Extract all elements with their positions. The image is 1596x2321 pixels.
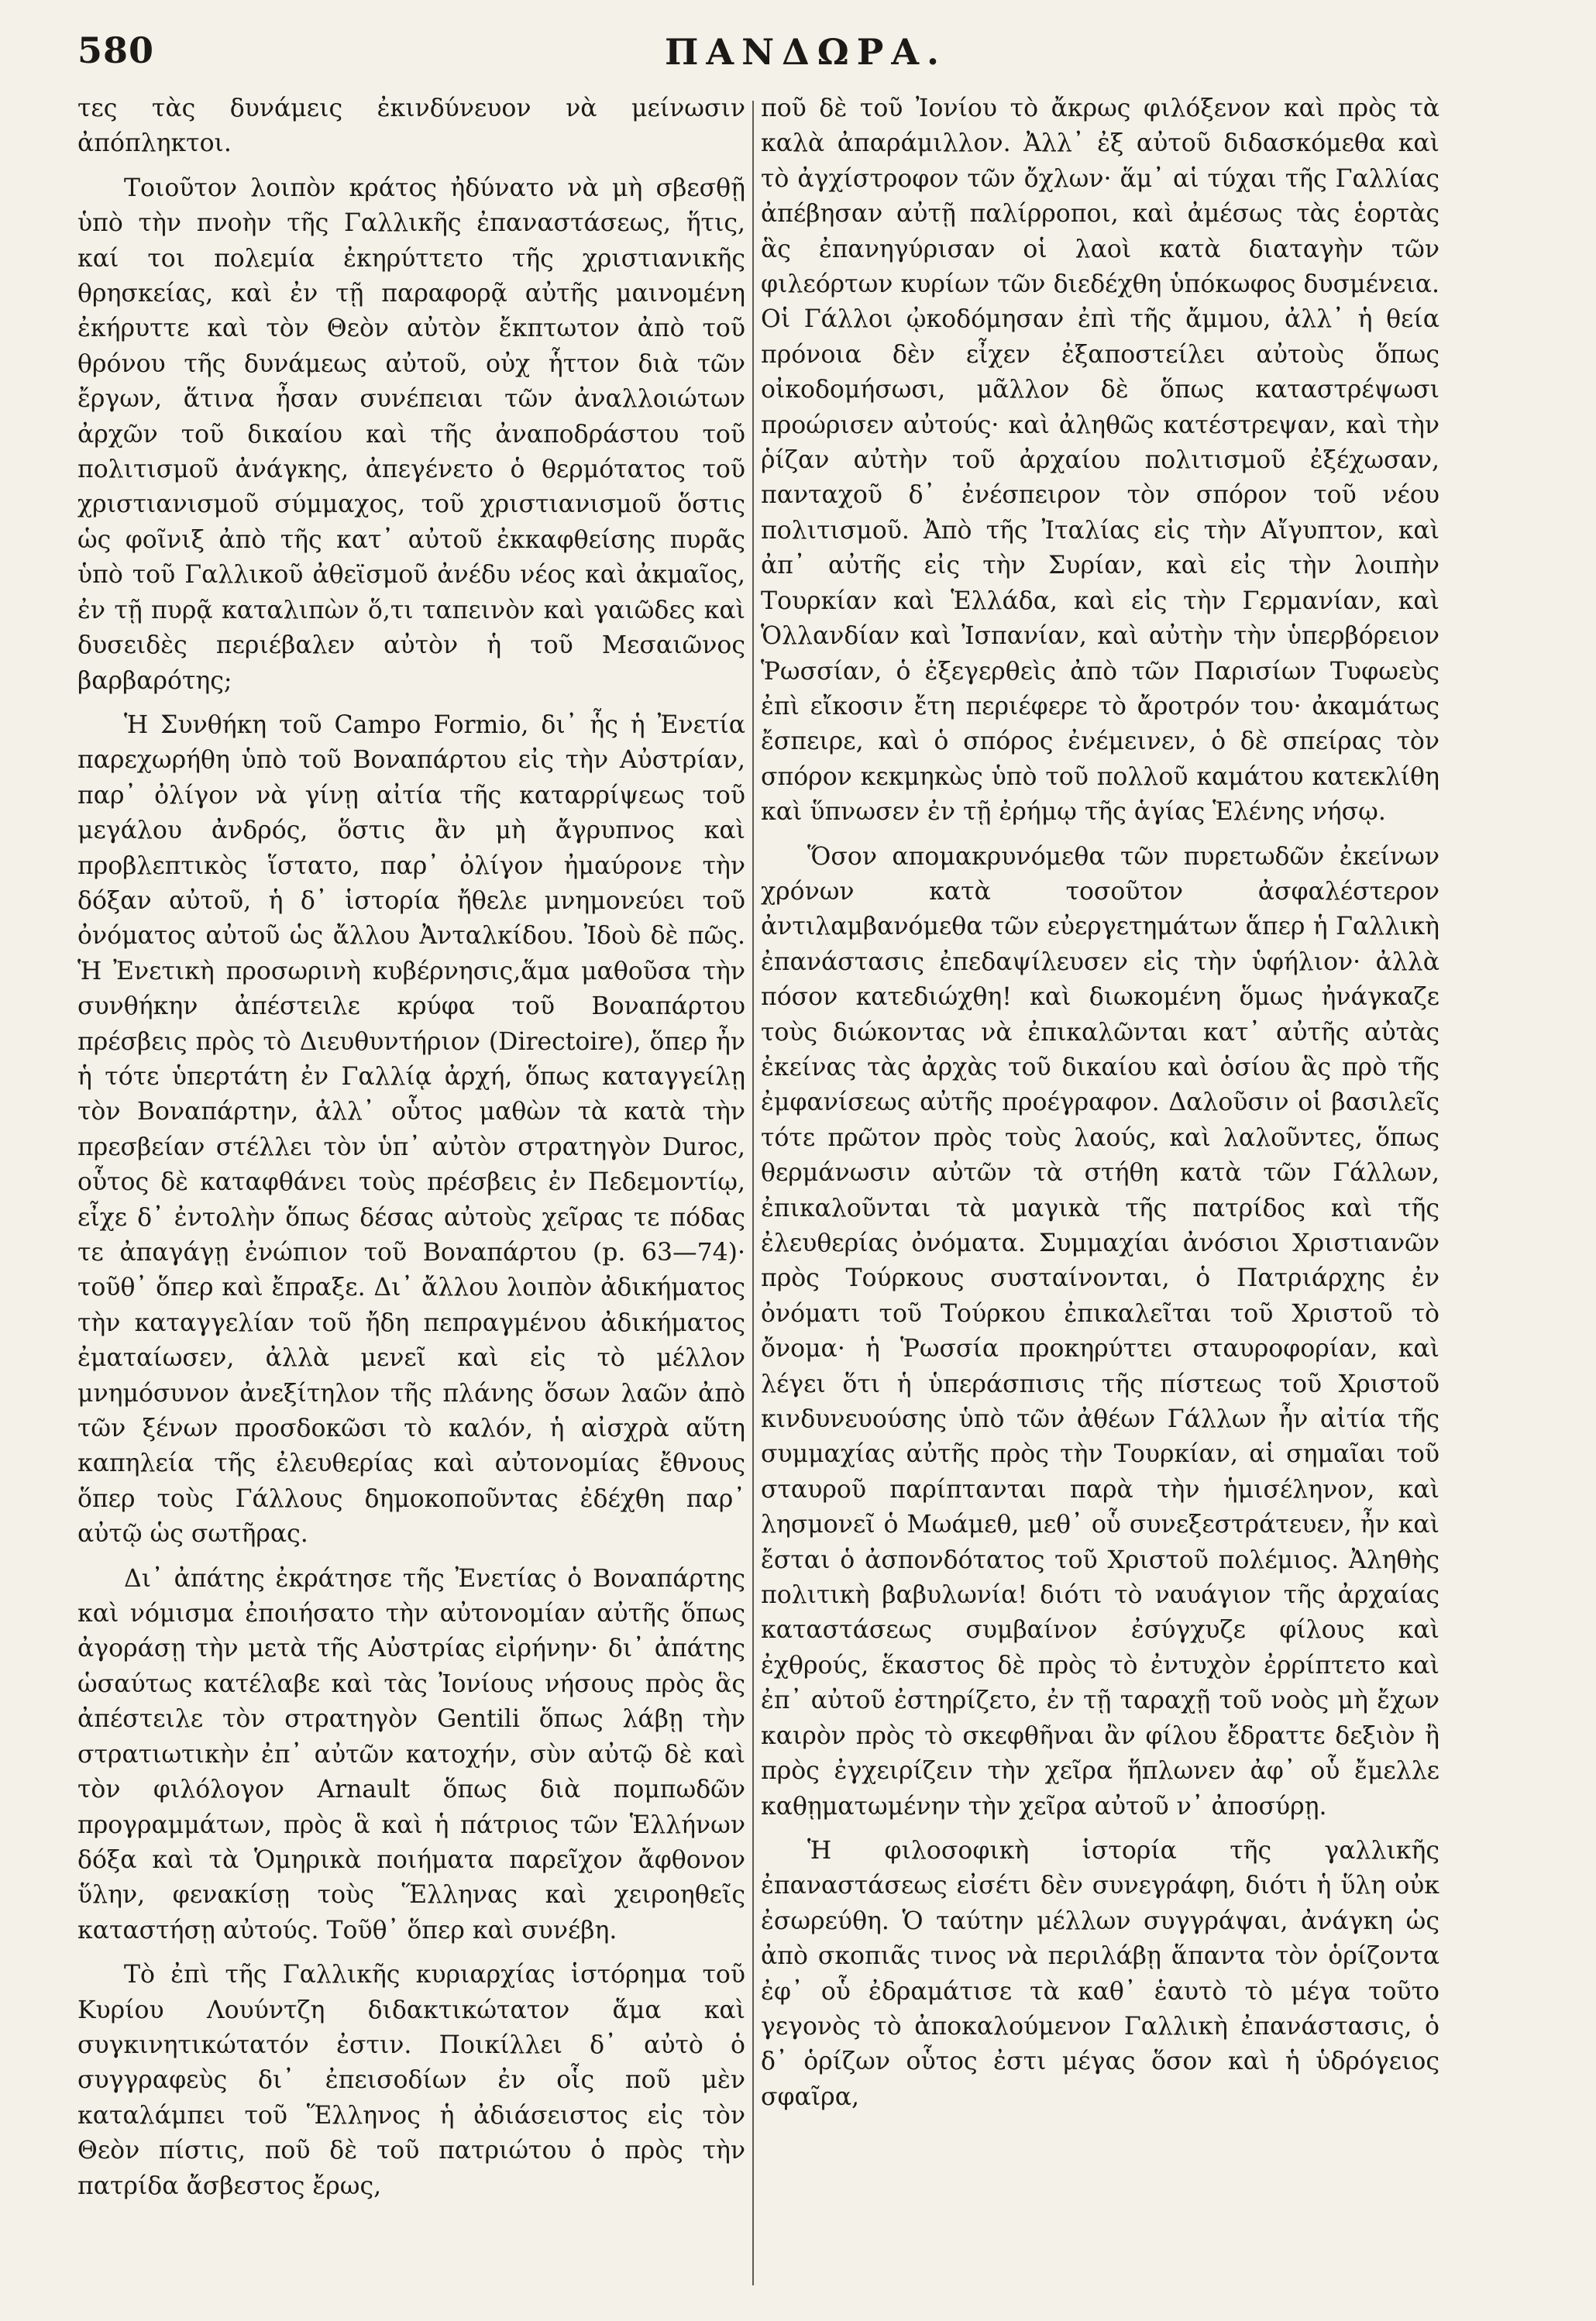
running-head: ΠΑΝΔΩΡΑ. <box>664 31 948 73</box>
left-paragraph-5: Τὸ ἐπὶ τῆς Γαλλικῆς κυριαρχίας ἱστόρημα τοῦ Κυρίου Λουύντζη διδακτικώτατον ἅμα καὶ συγκινητικώτατόν ἐστιν. Ποικίλλει δ᾽ αὐτὸ ὁ συγγραφεὺς δι᾽ ἐπεισοδίων ἐν οἷς ποῦ μὲν καταλάμπει τοῦ Ἕλληνος ἡ ἀδιάσειστος εἰς τὸν Θεὸν πίστις, ποῦ δὲ τοῦ πατριώτου ὁ πρὸς τὴν πατρίδα ἄσβεστος ἔρως, <box>77 1961 745 2200</box>
left-paragraph-4: Δι᾽ ἀπάτης ἐκράτησε τῆς Ἐνετίας ὁ Βοναπάρτης καὶ νόμισμα ἐποιήσατο τὴν αὐτονομίαν αὐτῆς ὅπως ἀγοράσῃ τὴν μετὰ τῆς Αὐστρίας εἰρήνην· δι᾽ ἀπάτης ὡσαύτως κατέλαβε καὶ τὰς Ἰονίους νήσους πρὸς ἃς ἀπέστειλε τὸν στρατηγὸν Gentili ὅπως λάβῃ τὴν στρατιωτικὴν ἐπ᾽ αὐτῶν κατοχήν, σὺν αὐτῷ δὲ καὶ τὸν φιλόλογον Arnault ὅπως διὰ πομπωδῶν προγραμμάτων, πρὸς ἃ καὶ ἡ πάτριος τῶν Ἑλλήνων δόξα καὶ τὰ Ὁμηρικὰ ποιήματα παρεῖχον ἄφθονον ὕλην, φενακίσῃ τοὺς Ἕλληνας καὶ χειροηθεῖς καταστήσῃ αὐτούς. Τοῦθ᾽ ὅπερ καὶ συνέβη. <box>77 1564 745 1944</box>
right-column <box>761 91 1439 2292</box>
right-paragraph-2: Ὅσον απομακρυνόμεθα τῶν πυρετωδῶν ἐκείνων χρόνων κατὰ τοσοῦτον ἀσφαλέστερον ἀντιλαμβανόμεθα τῶν εὐεργετημάτων ἅπερ ἡ Γαλλικὴ ἐπανάστασις ἐπεδαψίλευσεν εἰς τὴν ὑφήλιον· ἀλλὰ πόσον κατεδιώχθη! καὶ διωκομένη ὅμως ἠνάγκαζε τοὺς διώκοντας νὰ ἐπικαλῶνται κατ᾽ αὐτῆς αὐτὰς ἐκείνας τὰς ἀρχὰς τοῦ δικαίου καὶ ὁσίου ἃς πρὸ τῆς ἐμφανίσεως αὐτῆς προέγραφον. Δαλοῦσιν οἱ βασιλεῖς τότε πρῶτον πρὸς τοὺς λαούς, καὶ λαλοῦντες, ὅπως θερμάνωσιν αὐτῶν τὰ στήθη κατὰ τῶν Γάλλων, ἐπικαλοῦνται τὰ μαγικὰ τῆς πατρίδος καὶ τῆς ἐλευθερίας ὀνόματα. Συμμαχίαι ἀνόσιοι Χριστιανῶν πρὸς Τούρκους συσταίνονται, ὁ Πατριάρχης ἐν ὀνόματι τοῦ Τούρκου ἐπικαλεῖται τοῦ Χριστοῦ τὸ ὄνομα· ἡ Ῥωσσία προκηρύττει σταυροφορίαν, καὶ λέγει ὅτι ἡ ὑπεράσπισις τῆς πίστεως τοῦ Χριστοῦ κινδυνευούσης ὑπὸ τῶν ἀθέων Γάλλων ἦν αἰτία τῆς συμμαχίας αὐτῆς πρὸς τὴν Τουρκίαν, αἱ σημαῖαι τοῦ σταυροῦ παρίπτανται παρὰ τὴν ἡμισέληνον, καὶ λησμονεῖ ὁ Μωάμεθ, μεθ᾽ οὗ συνεξεστράτευεν, ἦν καὶ ἔσται ὁ ἀσπονδότατος τοῦ Χριστοῦ πολέμιος. Ἀληθὴς πολιτικὴ βαβυλωνία! διότι τὸ ναυάγιον τῆς ἀρχαίας καταστάσεως συμβαίνον ἐσύγχυζε φίλους καὶ ἐχθρούς, ἕκαστος δὲ πρὸς τὸ ἐντυχὸν ἐρρίπτετο καὶ ἐπ᾽ αὐτοῦ ἐστηρίζετο, ἐν τῇ ταραχῇ τοῦ νοὸς μὴ ἔχων καιρὸν πρὸς τὸ σκεφθῆναι ἂν φίλου ἔδραττε δεξιὸν ἢ πρὸς ἐγχειρίζειν τὴν χεῖρα ἥπλωνεν ἀφ᾽ οὗ ἔμελλε καθῃματωμένην τὴν χεῖρα αὐτοῦ ν᾽ ἀποσύρῃ. <box>761 842 1439 1821</box>
left-paragraph-1: τες τὰς δυνάμεις ἐκινδύνευον νὰ μείνωσιν ἀπόπληκτοι. <box>77 95 745 158</box>
column-divider <box>752 101 754 2285</box>
right-paragraph-3: Ἡ φιλοσοφικὴ ἱστορία τῆς γαλλικῆς ἐπαναστάσεως εἰσέτι δὲν συνεγράφη, διότι ἡ ὕλη οὐκ ἐσωρεύθη. Ὁ ταύτην μέλλων συγγράψαι, ἀνάγκη ὡς ἀπὸ σκοπιᾶς τινος νὰ περιλάβῃ ἅπαντα τὸν ὁρίζοντα ἐφ᾽ οὗ ἐδραμάτισε τὰ καθ᾽ ἑαυτὸ τὸ μέγα τοῦτο γεγονὸς τὸ ἀποκαλούμενον Γαλλικὴ ἐπανάστασις, ὁ δ᾽ ὁρίζων οὗτος ἐστι μέγας ὅσον καὶ ἡ ὑδρόγειος σφαῖρα, <box>761 1836 1439 2111</box>
right-paragraph-1: ποῦ δὲ τοῦ Ἰονίου τὸ ἄκρως φιλόξενον καὶ πρὸς τὰ καλὰ ἀπαράμιλλον. Ἀλλ᾽ ἐξ αὐτοῦ διδασκόμεθα καὶ τὸ ἀγχίστροφον τῶν ὄχλων· ἅμ᾽ αἱ τύχαι τῆς Γαλλίας ἀπέβησαν αὐτῇ παλίρροποι, καὶ ἀμέσως τὰς ἑορτὰς ἃς ἐπανηγύρισαν οἱ λαοὶ κατὰ διαταγὴν τῶν φιλεόρτων κυρίων τῶν διεδέχθη ὑπόκωφος δυσμένεια. Οἱ Γάλλοι ᾠκοδόμησαν ἐπὶ τῆς ἄμμου, ἀλλ᾽ ἡ θεία πρόνοια δὲν εἶχεν ἐξαποστείλει αὐτοὺς ὅπως οἰκοδομήσωσι, μᾶλλον δὲ ὅπως καταστρέψωσι προώρισεν αὐτούς· καὶ ἀληθῶς κατέστρεψαν, καὶ τὴν ῥίζαν αὐτὴν τοῦ ἀρχαίου πολιτισμοῦ ἐξέχωσαν, πανταχοῦ δ᾽ ἐνέσπειρον τὸν σπόρον τοῦ νέου πολιτισμοῦ. Ἀπὸ τῆς Ἰταλίας εἰς τὴν Αἴγυπτον, καὶ ἀπ᾽ αὐτῆς εἰς τὴν Συρίαν, καὶ εἰς τὴν λοιπὴν Τουρκίαν καὶ Ἑλλάδα, καὶ εἰς τὴν Γερμανίαν, καὶ Ὁλλανδίαν καὶ Ἰσπανίαν, καὶ αὐτὴν τὴν ὑπερβόρειον Ῥωσσίαν, ὁ ἐξεγερθεὶς ἀπὸ τῶν Παρισίων Τυφωεὺς ἐπὶ εἴκοσιν ἔτη περιέφερε τὸ ἄροτρόν του· ἀκαμάτως ἔσπειρε, καὶ ὁ σπόρος ἐνέμεινεν, ὁ δὲ σπείρας τὸν σπόρον κεκμηκὼς ὑπὸ τοῦ πολλοῦ καμάτου κατεκλίθη καὶ ὕπνωσεν ἐν τῇ ἐρήμῳ τῆς ἁγίας Ἑλένης νήσῳ. <box>761 95 1439 827</box>
left-column <box>77 91 745 2292</box>
page-header <box>77 29 1534 84</box>
page-number: 580 <box>77 29 155 71</box>
left-paragraph-2: Τοιοῦτον λοιπὸν κράτος ἠδύνατο νὰ μὴ σβεσθῇ ὑπὸ τὴν πνοὴν τῆς Γαλλικῆς ἐπαναστάσεως, ἥτις, καί τοι πολεμία ἐκηρύττετο τῆς χριστιανικῆς θρησκείας, καὶ ἐν τῇ παραφορᾷ αὐτῆς μαινομένη ἐκήρυττε καὶ τὸν Θεὸν αὐτὸν ἔκπτωτον ἀπὸ τοῦ θρόνου τῆς δυνάμεως αὐτοῦ, οὐχ ἧττον διὰ τῶν ἔργων, ἅτινα ἦσαν συνέπειαι τῶν ἀναλλοιώτων ἀρχῶν τοῦ δικαίου καὶ τῆς ἀναποδράστου τοῦ πολιτισμοῦ ἀνάγκης, ἀπεγένετο ὁ θερμότατος τοῦ χριστιανισμοῦ σύμμαχος, τοῦ χριστιανισμοῦ ὅστις ὡς φοῖνιξ ἀπὸ τῆς κατ᾽ αὐτοῦ ἐκκαφθείσης πυρᾶς ὑπὸ τοῦ Γαλλικοῦ ἀθεϊσμοῦ ἀνέδυ νέος καὶ ἀκμαῖος, ἐν τῇ πυρᾷ καταλιπὼν ὅ,τι ταπεινὸν καὶ γαιῶδες καὶ δυσειδὲς περιέβαλεν αὐτὸν ἡ τοῦ Μεσαιῶνος βαρβαρότης; <box>77 174 745 695</box>
left-paragraph-3: Ἡ Συνθήκη τοῦ Campo Formio, δι᾽ ἧς ἡ Ἐνετία παρεχωρήθη ὑπὸ τοῦ Βοναπάρτου εἰς τὴν Αὐστρίαν, παρ᾽ ὀλίγον νὰ γίνῃ αἰτία τῆς καταρρίψεως τοῦ μεγάλου ἀνδρός, ὅστις ἂν μὴ ἄγρυπνος καὶ προβλεπτικὸς ἵστατο, παρ᾽ ὀλίγον ἠμαύρονε τὴν δόξαν αὐτοῦ, ἡ δ᾽ ἱστορία ἤθελε μνημονεύει τοῦ ὀνόματος αὐτοῦ ὡς ἄλλου Ἀνταλκίδου. Ἰδοὺ δὲ πῶς. Ἡ Ἐνετικὴ προσωρινὴ κυβέρνησις,ἅμα μαθοῦσα τὴν συνθήκην ἀπέστειλε κρύφα τοῦ Βοναπάρτου πρέσβεις πρὸς τὸ Διευθυντήριον (Directoire), ὅπερ ἦν ἡ τότε ὑπερτάτη ἐν Γαλλίᾳ ἀρχή, ὅπως καταγγείλῃ τὸν Βοναπάρτην, ἀλλ᾽ οὗτος μαθὼν τὰ κατὰ τὴν πρεσβείαν στέλλει τὸν ὑπ᾽ αὐτὸν στρατηγὸν Duroc, οὗτος δὲ καταφθάνει τοὺς πρέσβεις ἐν Πεδεμοντίῳ, εἶχε δ᾽ ἐντολὴν ὅπως δέσας αὐτοὺς χεῖρας τε πόδας τε ἀπαγάγῃ ἐνώπιον τοῦ Βοναπάρτου (p. 63—74)· τοῦθ᾽ ὅπερ καὶ ἔπραξε. Δι᾽ ἄλλου λοιπὸν ἀδικήματος τὴν καταγγελίαν τοῦ ἤδη πεπραγμένου ἀδικήματος ἐματαίωσεν, ἀλλὰ μενεῖ καὶ εἰς τὸ μέλλον μνημόσυνον ἀνεξίτηλον τῆς πλάνης ὅσων λαῶν ἀπὸ τῶν ξένων προσδοκῶσι τὸ καλόν, ἡ αἰσχρὰ αὕτη καπηλεία τῆς ἐλευθερίας καὶ αὐτονομίας ἔθνους ὅπερ τοὺς Γάλλους δημοκοποῦντας ἐδέχθη παρ᾽ αὐτῷ ὡς σωτῆρας. <box>77 710 745 1549</box>
